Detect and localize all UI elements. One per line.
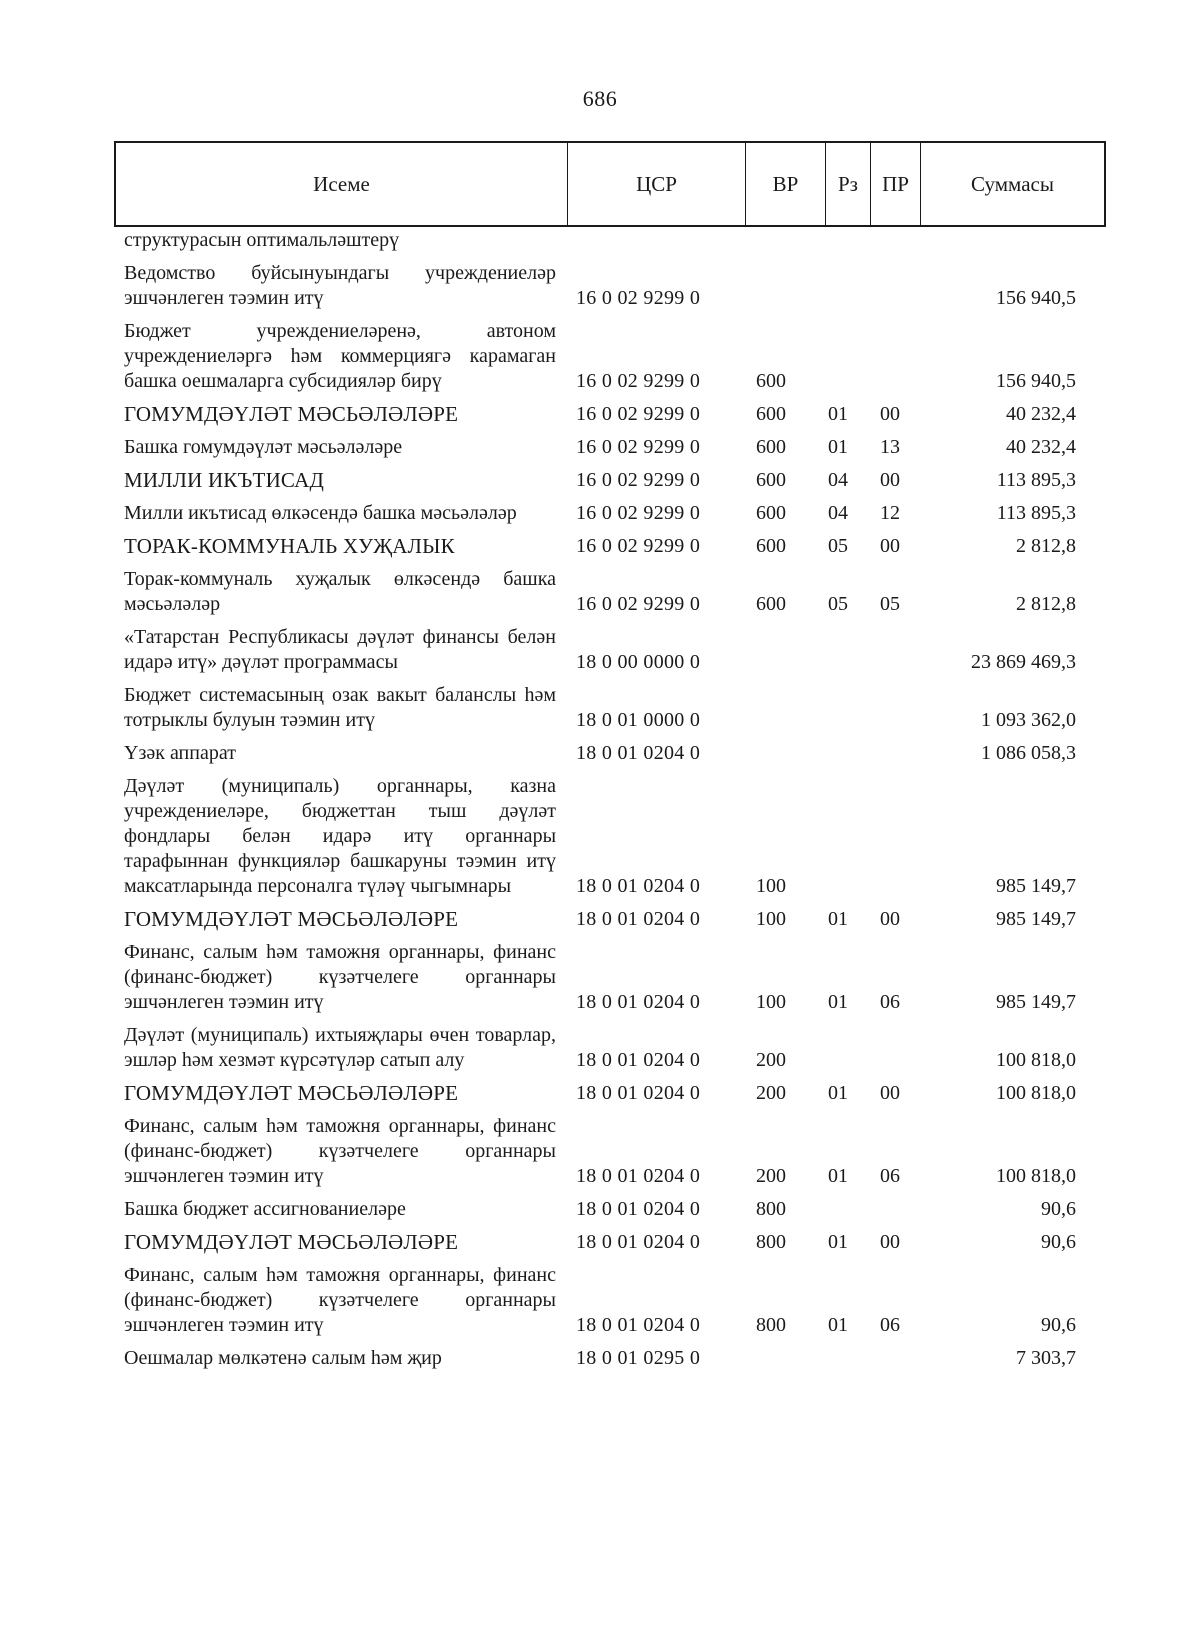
cell-csr: 18 0 01 0204 0 (576, 1314, 701, 1336)
cell-pr: 05 (880, 593, 900, 615)
cell-name: Оешмалар мөлкәтенә салым һәм җир (124, 1347, 442, 1369)
header-pr: ПР (871, 143, 921, 225)
cell-name: структурасын оптимальләштерү (124, 229, 400, 251)
table-row (0, 907, 1200, 932)
cell-csr: 16 0 02 9299 0 (576, 403, 701, 425)
header-csr: ЦСР (568, 143, 746, 225)
cell-csr: 16 0 02 9299 0 (576, 502, 701, 524)
cell-name: ГОМУМДӘҮЛӘТ МӘСЬӘЛӘЛӘРЕ (124, 1230, 459, 1254)
cell-name: Финанс, салым һәм таможня органнары, финанс (финанс-бюджет) күзәтчелеге органнары эшчәнлеген тәэмин итү (124, 1264, 556, 1336)
page-number: 686 (582, 86, 618, 111)
table-row (0, 319, 1200, 394)
table-row (0, 261, 1200, 311)
cell-vr: 600 (756, 403, 786, 425)
table-row (0, 683, 1200, 733)
cell-rz: 05 (828, 535, 848, 557)
table-row (0, 1263, 1200, 1338)
cell-sum: 90,6 (1041, 1314, 1076, 1336)
table-row (0, 228, 1200, 253)
cell-csr: 16 0 02 9299 0 (576, 370, 701, 392)
cell-rz: 01 (828, 403, 848, 425)
cell-sum: 2 812,8 (1016, 535, 1076, 557)
cell-vr: 800 (756, 1231, 786, 1253)
cell-sum: 100 818,0 (996, 1082, 1076, 1104)
cell-csr: 18 0 01 0204 0 (576, 908, 701, 930)
cell-csr: 16 0 02 9299 0 (576, 535, 701, 557)
cell-sum: 2 812,8 (1016, 593, 1076, 615)
cell-rz: 01 (828, 908, 848, 930)
cell-vr: 200 (756, 1082, 786, 1104)
cell-sum: 100 818,0 (996, 1165, 1076, 1187)
cell-vr: 600 (756, 593, 786, 615)
table-row (0, 741, 1200, 766)
cell-vr: 800 (756, 1314, 786, 1336)
cell-csr: 18 0 01 0204 0 (576, 1165, 701, 1187)
cell-csr: 16 0 02 9299 0 (576, 436, 701, 458)
table-header (114, 141, 1106, 227)
cell-rz: 01 (828, 991, 848, 1013)
cell-pr: 00 (880, 1082, 900, 1104)
cell-name: Дәүләт (муниципаль) ихтыяҗлары өчен товарлар, эшләр һәм хезмәт күрсәтүләр сатып алу (124, 1024, 556, 1071)
cell-sum: 156 940,5 (996, 287, 1076, 309)
cell-csr: 18 0 01 0000 0 (576, 709, 701, 731)
cell-name: Бюджет системасының озак вакыт баланслы һәм тотрыклы булуын тәэмин итү (124, 684, 556, 731)
cell-sum: 40 232,4 (1006, 436, 1076, 458)
cell-vr: 200 (756, 1049, 786, 1071)
header-sum: Суммасы (971, 171, 1054, 196)
header-rz: Рз (826, 143, 871, 225)
cell-name: Ведомство буйсынуындагы учреждениеләр эшчәнлеген тәэмин итү (124, 262, 556, 309)
cell-csr: 18 0 01 0204 0 (576, 1049, 701, 1071)
header-vr: ВР (746, 143, 826, 225)
cell-sum: 40 232,4 (1006, 403, 1076, 425)
cell-pr: 00 (880, 469, 900, 491)
cell-sum: 113 895,3 (996, 502, 1076, 524)
cell-name: Милли икътисад өлкәсендә башка мәсьәләләр (124, 502, 517, 524)
table-body (0, 228, 1200, 1379)
cell-vr: 100 (756, 875, 786, 897)
cell-vr: 600 (756, 502, 786, 524)
cell-csr: 18 0 01 0204 0 (576, 1082, 701, 1104)
cell-sum: 23 869 469,3 (971, 651, 1076, 673)
cell-sum: 113 895,3 (996, 469, 1076, 491)
table-row (0, 625, 1200, 675)
cell-name: ГОМУМДӘҮЛӘТ МӘСЬӘЛӘЛӘРЕ (124, 402, 459, 426)
cell-name: Торак-коммуналь хуҗалык өлкәсендә башка мәсьәләләр (124, 568, 556, 615)
cell-rz: 01 (828, 1165, 848, 1187)
cell-sum: 1 093 362,0 (981, 709, 1076, 731)
cell-vr: 600 (756, 370, 786, 392)
table-row (0, 534, 1200, 559)
cell-rz: 01 (828, 1082, 848, 1104)
table-row (0, 1197, 1200, 1222)
cell-csr: 18 0 01 0204 0 (576, 991, 701, 1013)
cell-sum: 985 149,7 (996, 908, 1076, 930)
cell-name: «Татарстан Республикасы дәүләт финансы белән идарә итү» дәүләт программасы (124, 626, 556, 673)
cell-name: Үзәк аппарат (124, 742, 236, 764)
cell-vr: 600 (756, 535, 786, 557)
cell-csr: 18 0 01 0204 0 (576, 1198, 701, 1220)
cell-sum: 985 149,7 (996, 875, 1076, 897)
cell-pr: 00 (880, 908, 900, 930)
cell-name: Бюджет учреждениеләренә, автоном учреждениеләргә һәм коммерциягә карамаган башка оешмаларга субсидияләр бирү (124, 320, 556, 392)
cell-pr: 13 (880, 436, 900, 458)
cell-pr: 00 (880, 403, 900, 425)
cell-name: Финанс, салым һәм таможня органнары, финанс (финанс-бюджет) күзәтчелеге органнары эшчәнлеген тәэмин итү (124, 941, 556, 1013)
cell-vr: 200 (756, 1165, 786, 1187)
table-row (0, 468, 1200, 493)
cell-vr: 600 (756, 436, 786, 458)
cell-name: МИЛЛИ ИКЪТИСАД (124, 468, 324, 492)
cell-name: ТОРАК-КОММУНАЛЬ ХУҖАЛЫК (124, 534, 455, 558)
cell-rz: 01 (828, 1314, 848, 1336)
cell-name: Финанс, салым һәм таможня органнары, финанс (финанс-бюджет) күзәтчелеге органнары эшчәнлеген тәэмин итү (124, 1115, 556, 1187)
cell-rz: 01 (828, 1231, 848, 1253)
cell-sum: 156 940,5 (996, 370, 1076, 392)
cell-sum: 1 086 058,3 (981, 742, 1076, 764)
cell-name: Башка бюджет ассигнованиеләре (124, 1198, 406, 1220)
cell-vr: 800 (756, 1198, 786, 1220)
table-row (0, 435, 1200, 460)
cell-pr: 06 (880, 1314, 900, 1336)
table-row (0, 774, 1200, 899)
cell-vr: 100 (756, 908, 786, 930)
cell-csr: 16 0 02 9299 0 (576, 469, 701, 491)
cell-csr: 18 0 00 0000 0 (576, 651, 701, 673)
cell-sum: 7 303,7 (1016, 1347, 1076, 1369)
cell-sum: 90,6 (1041, 1198, 1076, 1220)
table-row (0, 1023, 1200, 1073)
cell-name: ГОМУМДӘҮЛӘТ МӘСЬӘЛӘЛӘРЕ (124, 907, 459, 931)
table-row (0, 501, 1200, 526)
cell-sum: 985 149,7 (996, 991, 1076, 1013)
cell-csr: 18 0 01 0295 0 (576, 1347, 701, 1369)
table-row (0, 1114, 1200, 1189)
cell-pr: 00 (880, 1231, 900, 1253)
cell-name: Башка гомумдәүләт мәсьәләләре (124, 436, 403, 458)
cell-vr: 100 (756, 991, 786, 1013)
table-row (0, 1081, 1200, 1106)
cell-pr: 00 (880, 535, 900, 557)
cell-pr: 06 (880, 991, 900, 1013)
cell-csr: 18 0 01 0204 0 (576, 742, 701, 764)
cell-sum: 90,6 (1041, 1231, 1076, 1253)
cell-csr: 18 0 01 0204 0 (576, 875, 701, 897)
table-row (0, 940, 1200, 1015)
cell-csr: 16 0 02 9299 0 (576, 287, 701, 309)
cell-csr: 18 0 01 0204 0 (576, 1231, 701, 1253)
header-name: Исеме (116, 143, 568, 225)
cell-vr: 600 (756, 469, 786, 491)
cell-sum: 100 818,0 (996, 1049, 1076, 1071)
table-row (0, 1346, 1200, 1371)
cell-name: Дәүләт (муниципаль) органнары, казна учреждениеләре, бюджеттан тыш дәүләт фондлары белән идарә итү органнары тарафыннан функцияләр башкаруны тәэмин итү максатларында персоналга түләү чыгымнары (124, 775, 556, 897)
cell-rz: 04 (828, 469, 848, 491)
cell-rz: 01 (828, 436, 848, 458)
cell-rz: 04 (828, 502, 848, 524)
cell-rz: 05 (828, 593, 848, 615)
table-row (0, 402, 1200, 427)
cell-csr: 16 0 02 9299 0 (576, 593, 701, 615)
table-row (0, 567, 1200, 617)
cell-pr: 12 (880, 502, 900, 524)
cell-name: ГОМУМДӘҮЛӘТ МӘСЬӘЛӘЛӘРЕ (124, 1081, 459, 1105)
table-row (0, 1230, 1200, 1255)
cell-pr: 06 (880, 1165, 900, 1187)
